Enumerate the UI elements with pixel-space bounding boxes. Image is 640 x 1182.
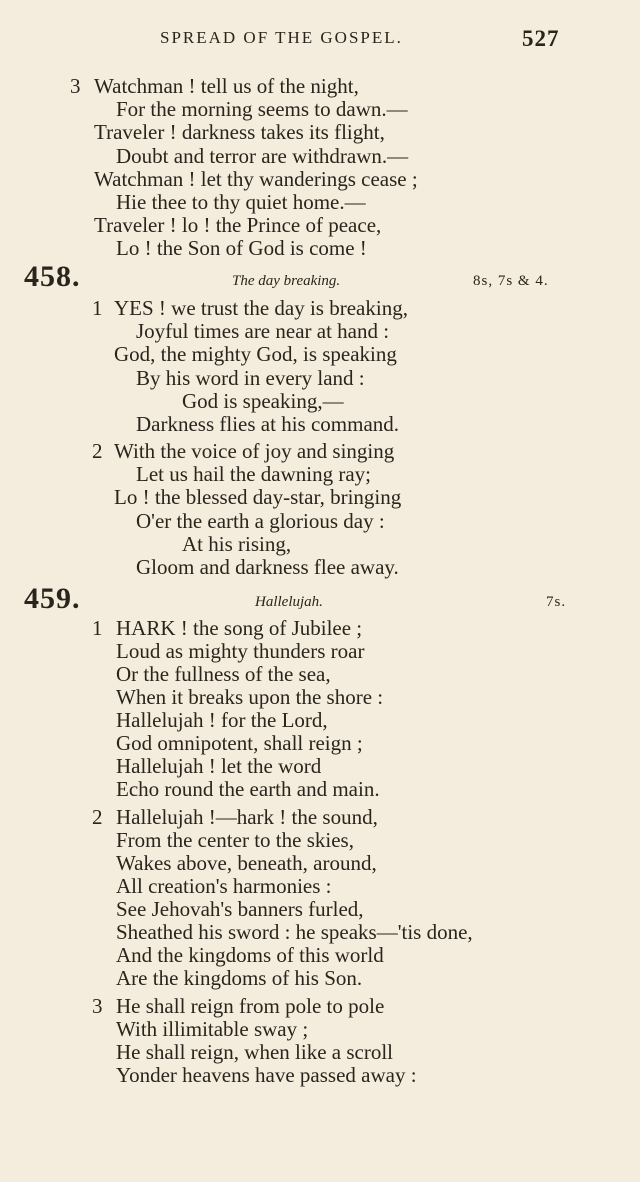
verse-line: Hie thee to thy quiet home.— (116, 190, 366, 214)
verse-line: God omnipotent, shall reign ; (116, 731, 363, 755)
stanza-number: 2 (92, 439, 103, 463)
verse-line: Doubt and terror are withdrawn.— (116, 144, 409, 168)
verse-line: Traveler ! darkness takes its flight, (94, 120, 385, 144)
verse-line: Hallelujah ! let the word (116, 754, 322, 778)
hymn-number: 458. (24, 260, 81, 293)
verse-line: Or the fullness of the sea, (116, 662, 331, 686)
verse-line: With the voice of joy and singing (114, 439, 395, 463)
verse-line: Lo ! the Son of God is come ! (116, 236, 367, 260)
verse-line: Loud as mighty thunders roar (116, 639, 365, 663)
stanza-number: 3 (70, 74, 81, 98)
verse-line: Wakes above, beneath, around, (116, 851, 377, 875)
verse-line: Let us hail the dawning ray; (136, 462, 372, 486)
verse-line: Gloom and darkness flee away. (136, 555, 399, 579)
verse-line: Darkness flies at his command. (136, 412, 400, 436)
verse-line: O'er the earth a glorious day : (136, 509, 385, 533)
verse-line: HARK ! the song of Jubilee ; (116, 616, 363, 640)
stanza-number: 1 (92, 616, 103, 640)
hymn-title: The day breaking. (232, 273, 341, 289)
verse-line: At his rising, (182, 532, 292, 556)
stanza-number: 2 (92, 805, 103, 829)
verse-line: See Jehovah's banners furled, (116, 897, 364, 921)
verse-line: Watchman ! let thy wanderings cease ; (94, 167, 418, 191)
verse-line: From the center to the skies, (116, 828, 354, 852)
verse-line: By his word in every land : (136, 366, 365, 390)
verse-line: YES ! we trust the day is breaking, (114, 296, 408, 320)
verse-line: For the morning seems to dawn.— (116, 97, 408, 121)
verse-line: Echo round the earth and main. (116, 777, 380, 801)
hymn-meter: 7s. (546, 594, 567, 610)
verse-line: Lo ! the blessed day-star, bringing (114, 485, 402, 509)
verse-line: Yonder heavens have passed away : (116, 1063, 417, 1087)
verse-line: Joyful times are near at hand : (136, 319, 390, 343)
verse-line: He shall reign, when like a scroll (116, 1040, 393, 1064)
verse-line: Sheathed his sword : he speaks—'tis done, (116, 920, 473, 944)
verse-line: When it breaks upon the shore : (116, 685, 384, 709)
stanza-number: 3 (92, 994, 103, 1018)
verse-line: All creation's harmonies : (116, 874, 332, 898)
stanza-number: 1 (92, 296, 103, 320)
verse-line: Traveler ! lo ! the Prince of peace, (94, 213, 382, 237)
running-title: SPREAD OF THE GOSPEL. (160, 28, 403, 47)
verse-line: God is speaking,— (182, 389, 344, 413)
verse-line: He shall reign from pole to pole (116, 994, 385, 1018)
verse-line: Watchman ! tell us of the night, (94, 74, 359, 98)
verse-line: Are the kingdoms of his Son. (116, 966, 363, 990)
hymn-meter: 8s, 7s & 4. (473, 273, 549, 289)
verse-line: With illimitable sway ; (116, 1017, 309, 1041)
verse-line: Hallelujah !—hark ! the sound, (116, 805, 378, 829)
verse-line: Hallelujah ! for the Lord, (116, 708, 328, 732)
hymn-title: Hallelujah. (255, 594, 323, 610)
page-number: 527 (522, 26, 560, 51)
verse-line: God, the mighty God, is speaking (114, 342, 397, 366)
hymn-number: 459. (24, 582, 81, 615)
verse-line: And the kingdoms of this world (116, 943, 384, 967)
